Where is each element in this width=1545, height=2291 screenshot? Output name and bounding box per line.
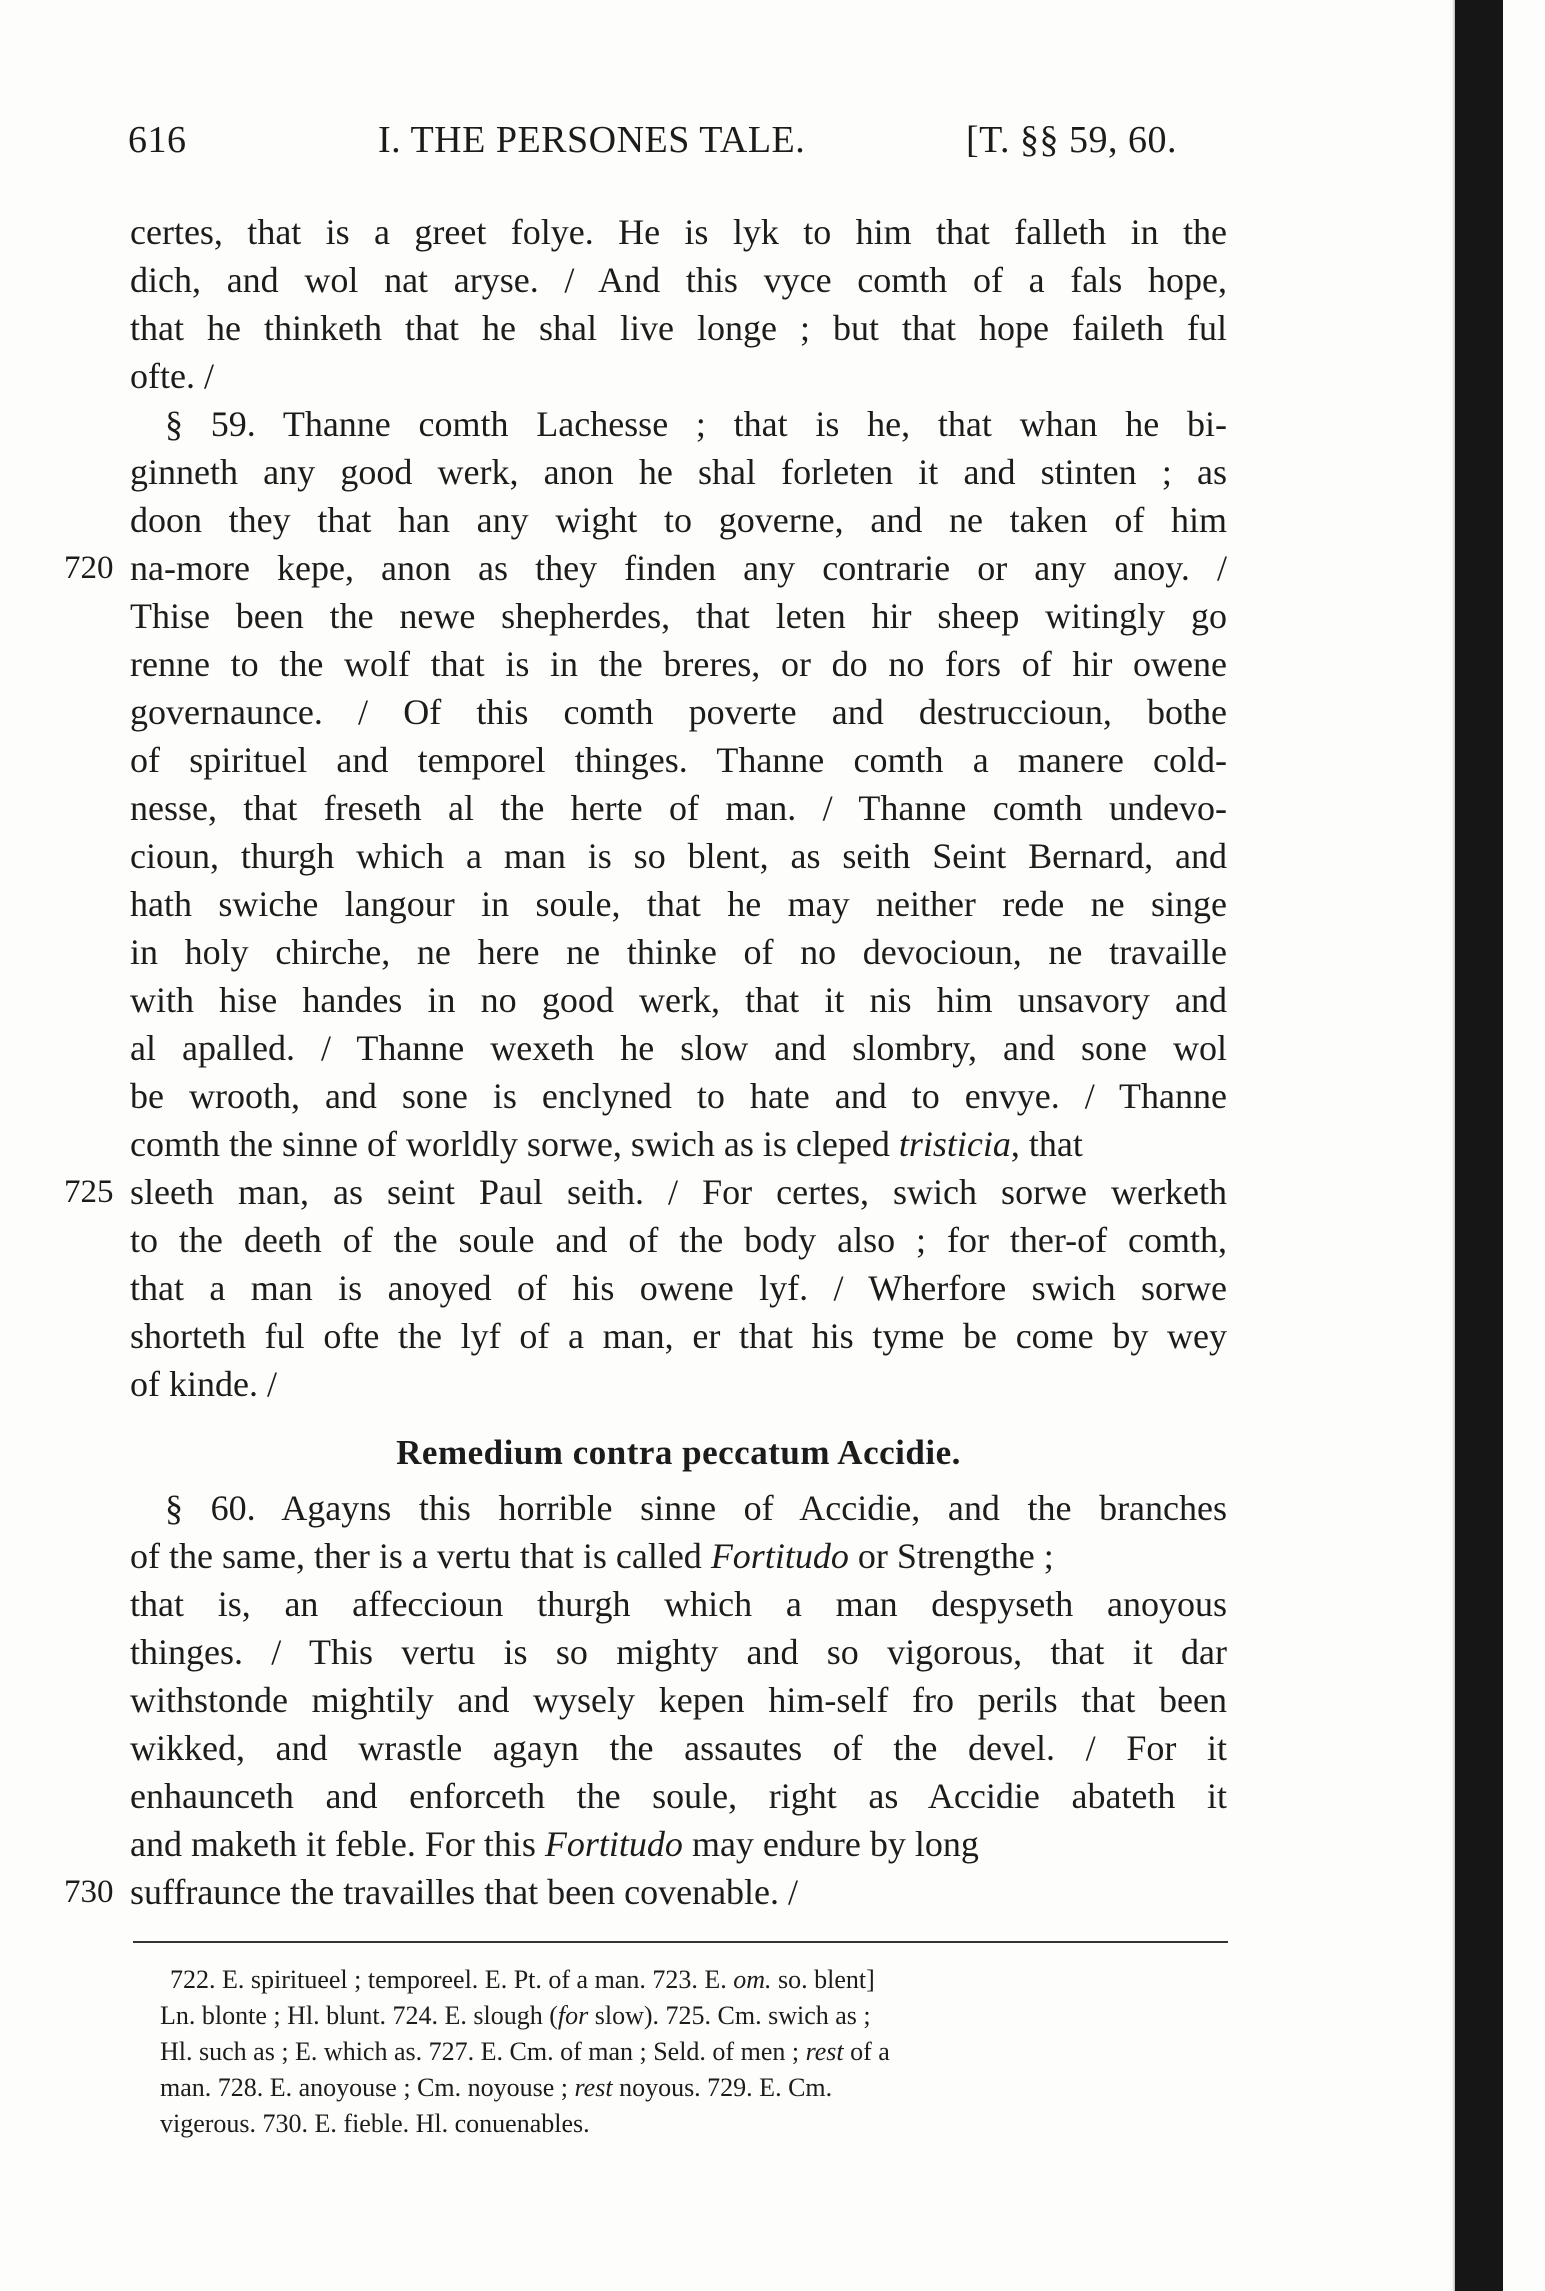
text-line: § 60. Agayns this horrible sinne of Accidie, and the branches	[165, 1488, 1227, 1528]
italic-term: tristicia	[898, 1124, 1011, 1164]
text-line: wikked, and wrastle agayn the assautes of the devel. / For it	[130, 1728, 1227, 1768]
text-line: in holy chirche, ne here ne thinke of no devocioun, ne travaille	[130, 932, 1227, 972]
text-line: nesse, that freseth al the herte of man. / Thanne comth undevo-	[130, 788, 1227, 828]
text-line: 720 na-more kepe, anon as they finden any contrarie or any anoy. /	[0, 544, 1545, 592]
text-line: governaunce. / Of this comth poverte and destruccioun, bothe	[130, 692, 1227, 732]
text-line: doon they that han any wight to governe, and ne taken of him	[130, 500, 1227, 540]
text-line: enhaunceth and enforceth the soule, right as Accidie abateth it	[130, 1776, 1227, 1816]
section-reference: [T. §§ 59, 60.	[966, 119, 1178, 161]
text-line: withstonde mightily and wysely kepen him-self fro perils that been	[130, 1680, 1227, 1720]
text-line: § 59. Thanne comth Lachesse ; that is he, that whan he bi-	[165, 404, 1227, 444]
text-line: to the deeth of the soule and of the body also ; for ther-of comth,	[130, 1220, 1227, 1260]
page-number: 616	[128, 119, 187, 161]
footnote-line: Hl. such as ; E. which as. 727. E. Cm. of man ; Seld. of men ; rest of a	[160, 2037, 890, 2066]
text-line: that a man is anoyed of his owene lyf. / Wherfore swich sorwe	[130, 1268, 1227, 1308]
line-number: 730	[64, 1874, 114, 1910]
text-line: comth the sinne of worldly sorwe, swich as is cleped tristicia, that	[130, 1124, 1083, 1164]
text-line: hath swiche langour in soule, that he may neither rede ne singe	[130, 884, 1227, 924]
text-line: renne to the wolf that is in the breres, or do no fors of hir owene	[130, 644, 1227, 684]
italic-term: Fortitudo	[710, 1536, 849, 1576]
text-line: shorteth ful ofte the lyf of a man, er that his tyme be come by wey	[130, 1316, 1227, 1356]
text-line: cioun, thurgh which a man is so blent, as seith Seint Bernard, and	[130, 836, 1227, 876]
line-number: 725	[64, 1174, 114, 1210]
text-line: with hise handes in no good werk, that it nis him unsavory and	[130, 980, 1227, 1020]
text-line: be wrooth, and sone is enclyned to hate and to envye. / Thanne	[130, 1076, 1227, 1116]
footnote-line: 722. E. spiritueel ; temporeel. E. Pt. of a man. 723. E. om. so. blent]	[170, 1965, 875, 1994]
text-line: dich, and wol nat aryse. / And this vyce comth of a fals hope,	[130, 260, 1227, 300]
line-number: 720	[64, 550, 114, 586]
text-line: of the same, ther is a vertu that is called Fortitudo or Strengthe ;	[130, 1536, 1054, 1576]
text-line: Thise been the newe shepherdes, that leten hir sheep witingly go	[130, 596, 1227, 636]
text-line: thinges. / This vertu is so mighty and so vigorous, that it dar	[130, 1632, 1227, 1672]
text-line: that he thinketh that he shal live longe ; but that hope faileth ful	[130, 308, 1227, 348]
text-line: 725 sleeth man, as seint Paul seith. / For certes, swich sorwe werketh	[0, 1168, 1545, 1216]
footnote-line: Ln. blonte ; Hl. blunt. 724. E. slough (for slow). 725. Cm. swich as ;	[160, 2001, 871, 2030]
section-heading: Remedium contra peccatum Accidie.	[396, 1433, 961, 1472]
text-line: of spirituel and temporel thinges. Thanne comth a manere cold-	[130, 740, 1227, 780]
running-title: I. THE PERSONES TALE.	[378, 119, 806, 161]
footnote-rule	[133, 1941, 1228, 1943]
footnote-line: vigerous. 730. E. fieble. Hl. conuenables.	[160, 2109, 590, 2138]
footnote-line: man. 728. E. anoyouse ; Cm. noyouse ; rest noyous. 729. E. Cm.	[160, 2073, 833, 2102]
running-header	[128, 118, 1228, 174]
text-line: that is, an affeccioun thurgh which a man despyseth anoyous	[130, 1584, 1227, 1624]
text-line: ginneth any good werk, anon he shal forleten it and stinten ; as	[130, 452, 1227, 492]
text-line: ofte. /	[130, 356, 214, 396]
text-line: certes, that is a greet folye. He is lyk to him that falleth in the	[130, 212, 1227, 252]
text-line: al apalled. / Thanne wexeth he slow and slombry, and sone wol	[130, 1028, 1227, 1068]
text-line: of kinde. /	[130, 1364, 277, 1404]
text-line: 730 suffraunce the travailles that been covenable. /	[0, 1868, 1545, 1916]
italic-term: Fortitudo	[544, 1824, 683, 1864]
text-line: and maketh it feble. For this Fortitudo may endure by long	[130, 1824, 979, 1864]
